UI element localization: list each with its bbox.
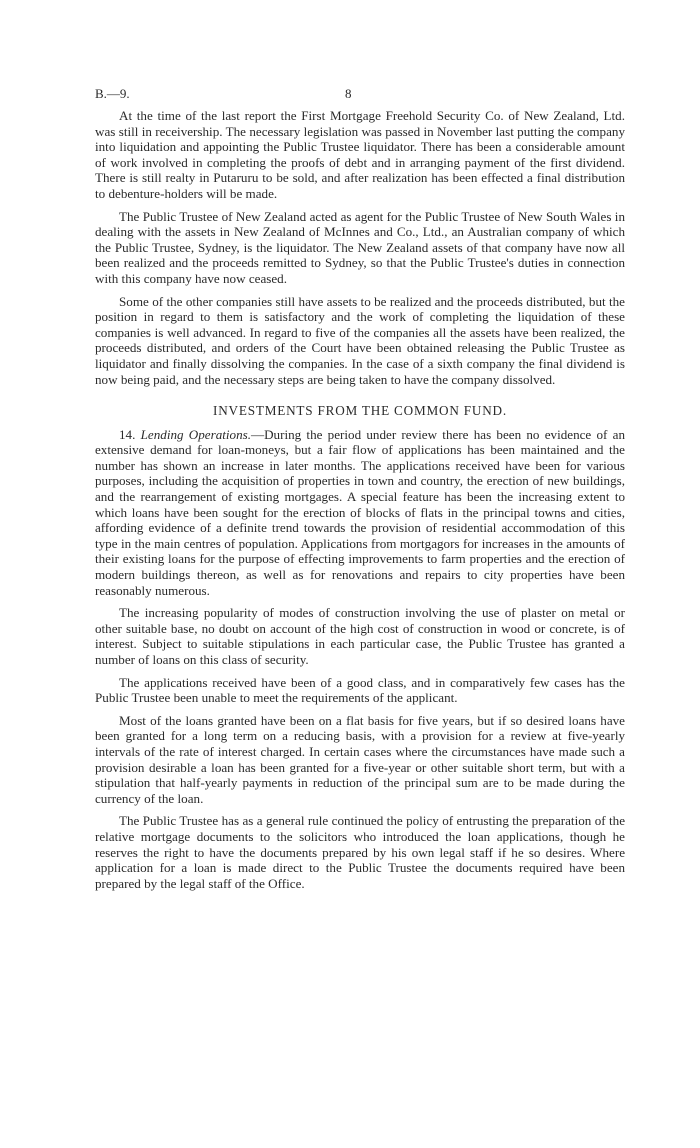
paragraph-number: 14. [119,426,136,442]
document-reference: B.—9. [95,86,130,101]
paragraph-documents: The Public Trustee has as a general rule continued the policy of entrusting the preparation of the relative mortgage documents to the solicitors who introduced the loan applications, though he reserves the right to have the documents prepared by his own legal staff if he so desires. Where application for a loan is made direct to the Public Trustee the documents required have been prepared by the legal staff of the Office. [95,813,625,891]
document-body [95,108,625,898]
paragraph-lending-operations [95,427,625,599]
paragraph-other-companies: Some of the other companies still have assets to be realized and the proceeds distributed, but the position in regard to them is satisfactory and the work of completing the liquidation of these companies is well advanced. In regard to five of the companies all the assets have been realized, the proceeds distributed, and orders of the Court have been obtained releasing the Public Trustee as liquidator and finally dissolving the companies. In the case of a sixth company the final dividend is now being paid, and the necessary steps are being taken to have the company dissolved. [95,293,625,387]
paragraph-construction: The increasing popularity of modes of construction involving the use of plaster on metal or other suitable base, no doubt on account of the high cost of construction in wood or concrete, is of interest. Subject to suitable stipulations in each particular case, the Public Trustee has granted a number of loans on this class of security. [95,605,625,667]
page-number: 8 [345,86,352,101]
paragraph-lead: Lending Operations. [140,426,251,442]
paragraph-lending-text: —During the period under review there has been no evidence of an extensive demand for loan-moneys, but a fair flow of applications has been maintained and the number has shown an increase in later months. The applications received have been for various purposes, including the acquisition of properties in town and country, the erection of new buildings, and the rearrangement of existing mortgages. A special feature has been the increasing extent to which loans have been sought for the erection of blocks of flats in the principal towns and cities, affording evidence of a definite trend towards the provision of residential accommodation of this type in the main centres of population. Applications from mortgagors for increases in the amounts of their existing loans for the purpose of effecting improvements to farm properties and the erection of modern buildings thereon, as well as for renovations and repairs to city properties have been reasonably numerous. [95,426,625,598]
paragraph-applications: The applications received have been of a good class, and in comparatively few cases has the Public Trustee been unable to meet the requirements of the applicant. [95,674,625,706]
paragraph-agent-nsw: The Public Trustee of New Zealand acted as agent for the Public Trustee of New South Wales in dealing with the assets in New Zealand of McInnes and Co., Ltd., an Australian company of which the Public Trustee, Sydney, is the liquidator. The New Zealand assets of that company have now all been realized and the proceeds remitted to Sydney, so that the Public Trustee's duties in connection with this company have now ceased. [95,208,625,286]
paragraph-loan-terms: Most of the loans granted have been on a flat basis for five years, but if so desired loans have been granted for a long term on a reducing basis, with a provision for a review at five-yearly intervals of the rate of interest charged. In certain cases where the circumstances have made such a provision desirable a loan has been granted for a five-year or other suitable short term, but with a stipulation that half-yearly payments in reduction of the principal sum are to be made during the currency of the loan. [95,712,625,806]
paragraph-receivership: At the time of the last report the First Mortgage Freehold Security Co. of New Zealand, Ltd. was still in receivership. The necessary legislation was passed in November last putting the company into liquidation and appointing the Public Trustee liquidator. There has been a considerable amount of work involved in completing the proofs of debt and in arranging payment of the first dividend. There is still realty in Putaruru to be sold, and after realization has been effected a final distribution to debenture-holders will be made. [95,108,625,201]
section-heading: INVESTMENTS FROM THE COMMON FUND. [213,403,507,419]
page-header [95,86,625,104]
